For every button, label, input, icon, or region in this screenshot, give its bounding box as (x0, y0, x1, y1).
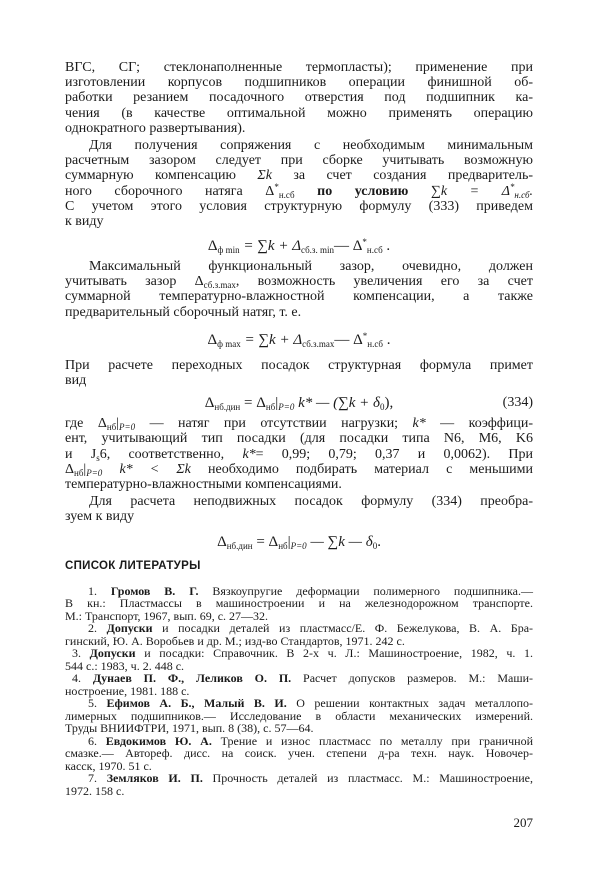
delta (265, 181, 279, 199)
subscript: P=0 (119, 422, 136, 433)
reference-line: Труды ВНИИФТРИ, 1971, вып. 8 (38), с. 57—64. (65, 721, 314, 735)
ref-number: 6. (88, 733, 97, 748)
text: где Δ (65, 416, 107, 432)
paragraph-5 (65, 416, 533, 492)
subscript: нб (265, 402, 276, 413)
subscript: 0 (372, 540, 378, 551)
formula-part: . (382, 238, 391, 255)
text: суммарную компенсацию (65, 168, 236, 184)
paragraph-2 (65, 138, 533, 229)
text-line: зуем к виду (65, 509, 135, 525)
text: = 0,99; 0,79; 0,37 и 0,0062). При (255, 446, 534, 462)
reference-line: лимерных подшипников.— Исследование в области механических измерений. (65, 708, 533, 723)
text: 6, соответственно, (99, 446, 225, 462)
ref-author: Земляков И. П. (106, 771, 203, 785)
text: , возможность увеличения его за счет (235, 274, 533, 290)
delta-symbol: Δ (207, 331, 218, 348)
paragraph-3 (65, 259, 533, 320)
subscript: нб (106, 422, 117, 433)
ref-number: 1. (88, 583, 97, 598)
text-line (65, 274, 533, 289)
text-line: Для расчета неподвижных посадок формулу (334) преобра- (89, 494, 533, 510)
formula-fixed-fit (65, 525, 533, 555)
equation-number: (334) (502, 395, 533, 411)
delta-symbol: Δ (501, 183, 510, 199)
formula-part: . (383, 331, 391, 348)
ref-number: 7. (88, 771, 97, 785)
ref-number: 2. (88, 621, 97, 635)
math-delta-nsb (265, 181, 295, 200)
formula-part: = Δ (256, 533, 279, 550)
math-k-star: k* (412, 416, 426, 432)
ref-text: и посадки деталей из пластмасс/Е. Ф. Бежелукова, В. А. Бра- (162, 621, 534, 635)
subscript: нб.дин (226, 540, 253, 551)
reference-line: смазке.— Автореф. дисс. на соиск. учен. степени д-ра техн. наук. Новочер- (65, 746, 533, 760)
subscript: нб (278, 540, 288, 551)
reference-line (65, 647, 533, 660)
ref-text: Вязкоупругие деформации полимерного подшипника.— (212, 583, 533, 598)
text-line (65, 181, 534, 200)
ref-text: и посадки: Справочник. В 2-х ч. Л.: Машиностроение, 1982, ч. 1. (144, 646, 534, 660)
ref-text: Трение и износ пластмасс по металлу при граничной (220, 733, 533, 748)
ref-author: Дунаев П. Ф., Леликов О. П. (92, 671, 292, 685)
subscript: 0 (380, 402, 385, 413)
section-heading: СПИСОК ЛИТЕРАТУРЫ (65, 559, 201, 572)
text: необходимо подбирать материал с меньшими (207, 461, 534, 477)
reference-line: В кн.: Пластмассы в машиностроении и на железнодорожном транспорте. (65, 596, 533, 610)
subscript: P=0 (86, 467, 103, 478)
text: по условию (317, 183, 409, 199)
formula-part: = ∑k + Δ (244, 331, 303, 348)
text-line: Максимальный функциональный зазор, очевидно, должен (89, 259, 533, 275)
formula-part: = ∑k + Δ (243, 238, 301, 255)
text-line: ент, учитывающий тип посадки (для посадки типа N6, M6, K6 (65, 431, 533, 447)
delta-symbol: Δ (265, 183, 275, 199)
text-line: С учетом этого условия структурную формулу (333) приведем (65, 198, 533, 214)
formula-part: — Δ (334, 331, 363, 348)
delta-symbol: Δ (204, 395, 215, 412)
text-line: $\Delta_{нб}|_{P=0}$ k* < Σk необходимо подбирать материал с меньшими (65, 461, 534, 478)
reference-list (65, 585, 533, 798)
formula-part: | (287, 533, 291, 550)
text-line: однократного развертывания). (65, 120, 246, 136)
math-inequality: k* < Σk (119, 461, 191, 477)
text: и J (65, 446, 97, 462)
text-line: температурно-влажностными компенсациями. (65, 476, 342, 492)
formula-part: = Δ (243, 395, 266, 412)
ref-author: Ефимов А. Б., Малый В. И. (106, 696, 287, 710)
math-k-star: k* (242, 446, 256, 462)
star: * (509, 181, 515, 192)
ref-author: Допуски (106, 621, 153, 635)
reference-line: касск, 1970. 51 с. (65, 758, 152, 773)
text-line: Для получения сопряжения с необходимым минимальным (89, 137, 533, 153)
subscript: ф max (217, 338, 241, 349)
paragraph-1 (65, 60, 533, 136)
formula-334 (65, 388, 533, 416)
paragraph-4 (65, 358, 533, 388)
subscript: н.сб (367, 338, 384, 349)
text-line: работки резанием посадочного отверстия под подшипник ка- (65, 90, 533, 106)
reference-line (65, 622, 533, 635)
subscript: сб.з.max (302, 338, 335, 349)
delta-symbol: Δ (194, 274, 204, 290)
reference-line: ностроение, 1981. 188 с. (65, 683, 190, 698)
math-sum-k: Σk (257, 168, 272, 184)
subscript: сб.з.max (203, 280, 236, 291)
text-line: ВГС, СГ; стеклонаполненные термопласты); применение при (65, 60, 533, 75)
ref-text: Расчет допусков размеров. М.: Маши- (303, 671, 534, 685)
text-line: где $\Delta_{нб}|_{P=0}$ — натяг при отсутствии нагрузки; k* — коэффици- (65, 416, 533, 433)
book-page (65, 60, 533, 797)
text: за счет создания предваритель- (293, 168, 533, 184)
subscript: н.сб (366, 245, 383, 256)
formula-part: | (275, 395, 279, 412)
math-condition (430, 181, 534, 200)
formula-part: — Δ (334, 238, 363, 255)
ref-text: Прочность деталей из пластмасс. М.: Машиностроение, (212, 771, 533, 785)
delta-symbol: Δ (217, 533, 227, 550)
formula-delta-f-min (65, 229, 533, 259)
delta (501, 181, 515, 199)
text: — коэффици- (440, 416, 533, 432)
subscript: сб.з. min (301, 245, 334, 256)
star: * (362, 237, 367, 248)
reference-line: 1972. 158 с. (65, 783, 125, 798)
reference-line: гинский, Ю. А. Воробьев и др. М.; изд-во Стандартов, 1971. 242 с. (65, 633, 405, 648)
subscript: н.сб (514, 189, 530, 200)
ref-text: О решении контактных задач металлопо- (296, 696, 534, 710)
text-line: к виду (65, 213, 104, 229)
delta-symbol: Δ (65, 461, 75, 477)
text-line: суммарной температурно-влажностной компенсации, а также (65, 289, 533, 305)
text-line: предварительный сборочный натяг, т. е. (65, 304, 302, 320)
sum-k: ∑k = (430, 183, 480, 199)
text-line (65, 447, 533, 462)
star: * (362, 330, 368, 341)
ref-number: 4. (72, 671, 81, 685)
subscript: н.сб (278, 189, 295, 200)
text-line: При расчете переходных посадок структурная формула примет (65, 357, 533, 373)
subscript: s (96, 452, 100, 463)
subscript: P=0 (290, 540, 307, 551)
text-line (65, 168, 533, 183)
ref-number: 5. (88, 696, 97, 710)
reference-line (65, 697, 533, 710)
paragraph-6 (65, 494, 533, 524)
reference-line: 544 с.: 1983, ч. 2. 448 с. (65, 658, 185, 673)
subscript: нб.дин (214, 402, 241, 413)
text-line: расчетным зазором следует при сборке учитывать возможную (65, 153, 533, 169)
reference-line: М.: Транспорт, 1967, вып. 69, с. 27—32. (65, 608, 269, 623)
reference-line (65, 772, 533, 785)
subscript: ф min (217, 245, 240, 256)
formula-delta-f-max (65, 320, 533, 358)
ref-author: Допуски (89, 646, 136, 660)
formula-part: . (377, 533, 381, 550)
star: * (274, 181, 279, 192)
text-line: вид (65, 373, 87, 388)
ref-author: Громов В. Г. (110, 583, 199, 598)
reference-line (65, 672, 533, 685)
subscript: P=0 (278, 402, 295, 413)
page-number: 207 (513, 815, 533, 830)
text-line: чения (в качестве оптимальной можно применять операцию (65, 105, 533, 121)
text-line: изготовлении корпусов подшипников операции финишной об- (65, 75, 533, 91)
delta-symbol: Δ (207, 238, 218, 255)
ref-number: 3. (72, 646, 81, 660)
ref-author: Евдокимов Ю. А. (105, 733, 212, 748)
period: . (529, 183, 534, 199)
subscript: нб (74, 467, 84, 478)
formula-part: — ∑k — δ (310, 533, 373, 550)
text: — натяг при отсутствии нагрузки; (149, 416, 399, 432)
text: учитывать зазор (65, 274, 177, 290)
formula-part: ), (384, 395, 394, 412)
formula-part: k* — (∑k + δ (298, 395, 381, 412)
text: ного сборочного натяга (65, 183, 243, 199)
